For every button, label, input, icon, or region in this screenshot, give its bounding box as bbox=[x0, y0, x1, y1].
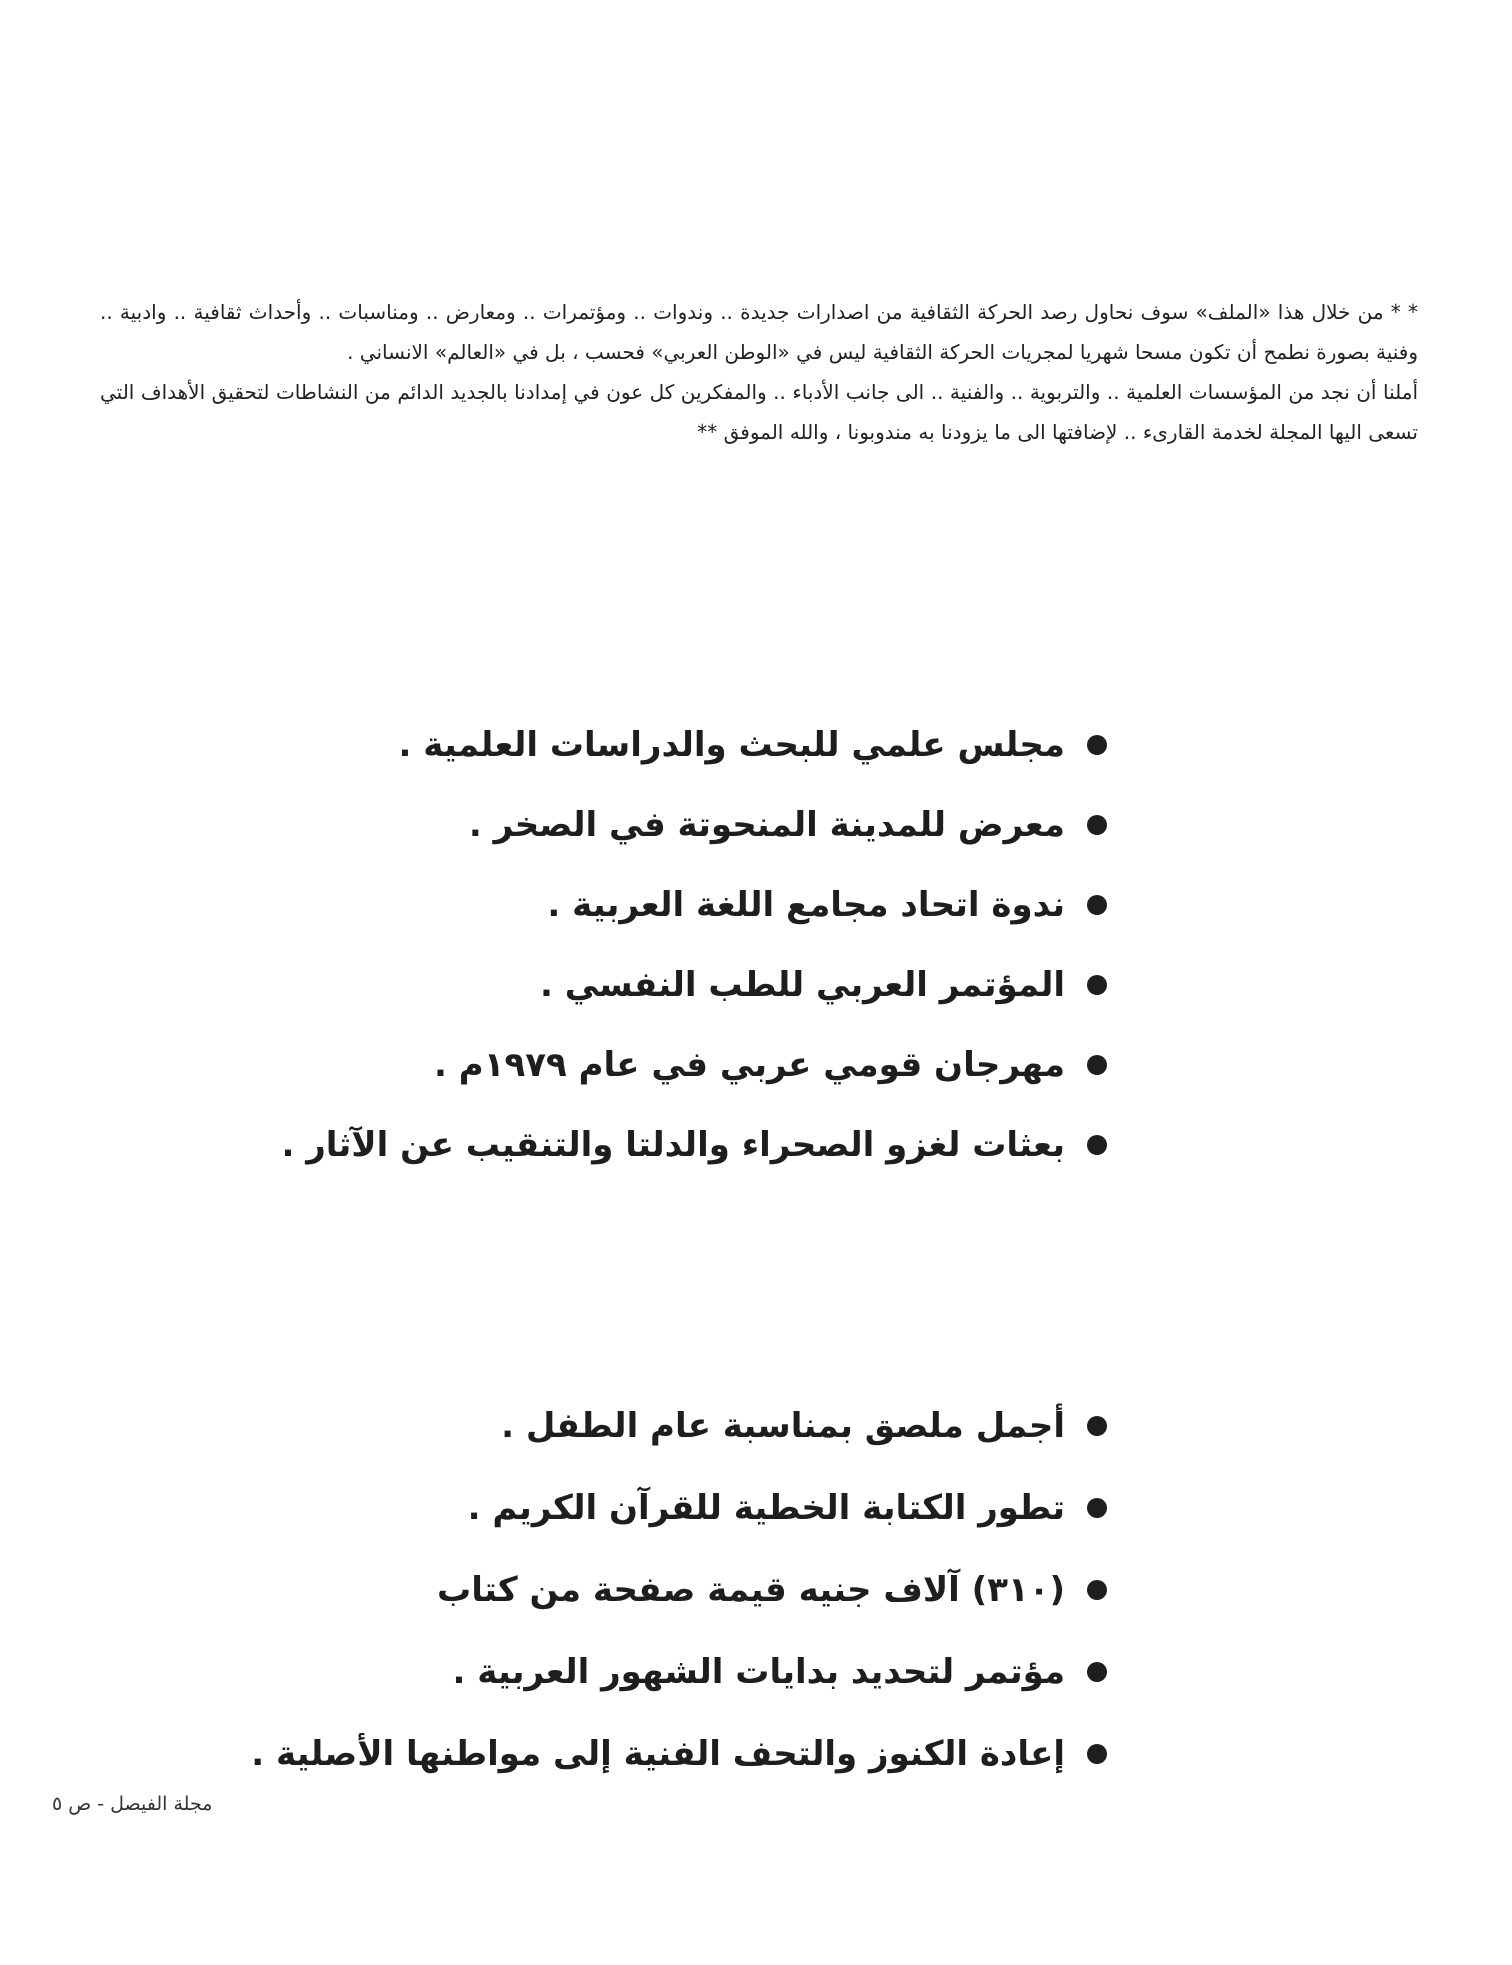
bullet-icon bbox=[1087, 1744, 1107, 1764]
news-list-top bbox=[207, 705, 1107, 1185]
intro-paragraph: * * من خلال هذا «الملف» سوف نحاول رصد الحركة الثقافية من اصدارات جديدة .. وندوات .. ومؤتمرات .. ومعارض .. ومناسبات .. وأحداث ثقافية .. وادبية .. وفنية بصورة نطمح أن تكون مسحا شهريا لمجريات الحركة الثقافية ليس في «الوطن العربي» فحسب ، بل في «العالم» الانساني . bbox=[100, 300, 1418, 364]
bullet-icon bbox=[1087, 735, 1107, 755]
bullet-icon bbox=[1087, 895, 1107, 915]
bullet-icon bbox=[1087, 1498, 1107, 1518]
bullet-icon bbox=[1087, 1580, 1107, 1600]
list-item-text: بعثات لغزو الصحراء والدلتا والتنقيب عن الآثار . bbox=[281, 1125, 1065, 1165]
list-item-text: مهرجان قومي عربي في عام ١٩٧٩م . bbox=[434, 1045, 1065, 1085]
list-item bbox=[207, 1025, 1107, 1105]
list-item-text: مؤتمر لتحديد بدايات الشهور العربية . bbox=[452, 1652, 1065, 1692]
intro-paragraph: أملنا أن نجد من المؤسسات العلمية .. والتربوية .. والفنية .. الى جانب الأدباء .. والمفكرين كل عون في إمدادنا بالجديد الدائم من النشاطات لتحقيق الأهداف التي تسعى اليها المجلة لخدمة القارىء .. لإضافتها الى ما يزودنا به مندوبونا ، والله الموفق ** bbox=[100, 380, 1418, 444]
bullet-icon bbox=[1087, 1416, 1107, 1436]
list-item-text: إعادة الكنوز والتحف الفنية إلى مواطنها الأصلية . bbox=[251, 1734, 1065, 1774]
list-item bbox=[207, 945, 1107, 1025]
list-item bbox=[207, 705, 1107, 785]
bullet-icon bbox=[1087, 1135, 1107, 1155]
list-item bbox=[207, 1105, 1107, 1185]
list-item bbox=[207, 1631, 1107, 1713]
list-item bbox=[207, 1385, 1107, 1467]
list-item bbox=[207, 865, 1107, 945]
news-list-bottom bbox=[207, 1385, 1107, 1795]
list-item-text: المؤتمر العربي للطب النفسي . bbox=[540, 965, 1065, 1005]
list-item-text: تطور الكتابة الخطية للقرآن الكريم . bbox=[467, 1488, 1065, 1528]
page-footer: مجلة الفيصل - ص ٥ bbox=[52, 1793, 213, 1815]
list-item-text: مجلس علمي للبحث والدراسات العلمية . bbox=[398, 725, 1065, 765]
list-item-text: أجمل ملصق بمناسبة عام الطفل . bbox=[501, 1406, 1065, 1446]
bullet-icon bbox=[1087, 975, 1107, 995]
bullet-icon bbox=[1087, 1662, 1107, 1682]
list-item-text: ندوة اتحاد مجامع اللغة العربية . bbox=[547, 885, 1065, 925]
bullet-icon bbox=[1087, 815, 1107, 835]
list-item bbox=[207, 785, 1107, 865]
intro-text-block bbox=[100, 292, 1418, 452]
list-item bbox=[207, 1713, 1107, 1795]
list-item bbox=[207, 1549, 1107, 1631]
list-item-text: (٣١٠) آلاف جنيه قيمة صفحة من كتاب bbox=[437, 1570, 1065, 1610]
bullet-icon bbox=[1087, 1055, 1107, 1075]
list-item-text: معرض للمدينة المنحوتة في الصخر . bbox=[468, 805, 1065, 845]
list-item bbox=[207, 1467, 1107, 1549]
